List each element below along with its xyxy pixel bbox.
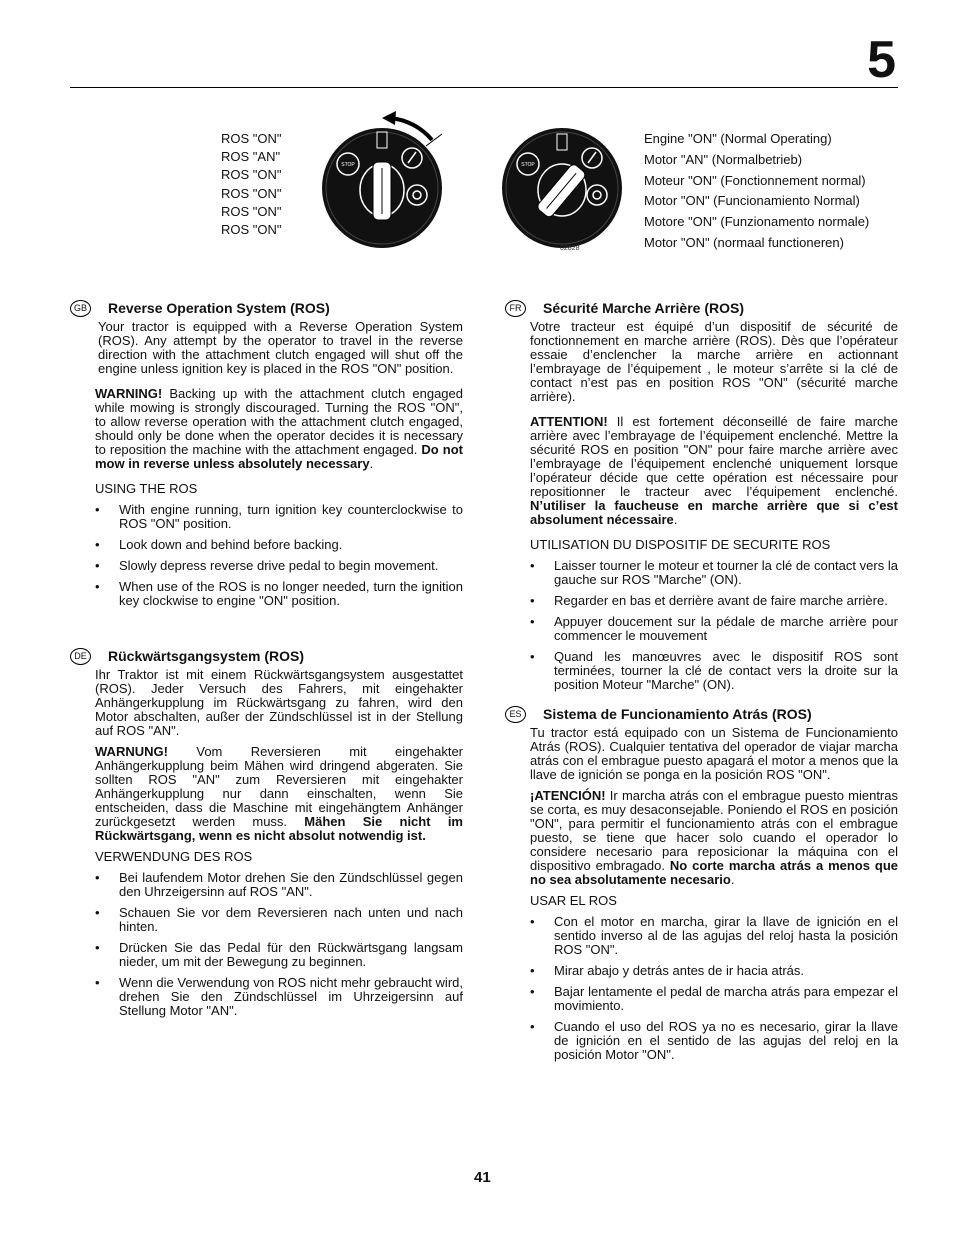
bullet-icon: • (95, 558, 100, 573)
warning-end: . (673, 512, 678, 527)
page-number: 41 (474, 1169, 491, 1186)
instruction-list (95, 503, 463, 608)
intro-paragraph: Tu tractor está equipado con un Sistema de Funcionamiento Atrás (ROS). Cualquier tentativa del operador de viajar marcha atrás con el embrague puesto apagará el motor a menos que la llave de ignición se ponga en la posición ROS "ON". (530, 725, 898, 782)
instruction-list (530, 559, 898, 692)
chapter-number: 5 (867, 31, 896, 89)
warning-label: WARNING! (95, 386, 163, 401)
section-de (70, 648, 463, 1025)
list-item: • Quand les manœuvres avec le dispositif ROS sont terminées, tourner la clé de contact vers la droite sur la position Moteur "Marche" (ON). (530, 649, 898, 692)
bullet-icon: • (530, 984, 535, 999)
list-item: • Con el motor en marcha, girar la llave de ignición en el sentido inverso al de las agujas del reloj hasta la posición ROS "ON". (530, 914, 898, 957)
using-label: VERWENDUNG DES ROS (95, 849, 253, 864)
bullet-icon: • (530, 914, 535, 929)
list-item: • Schauen Sie vor dem Reversieren nach unten und nach hinten. (95, 905, 463, 934)
warning-label: ATTENTION! (530, 414, 608, 429)
list-item: • Wenn die Verwendung von ROS nicht mehr gebraucht wird, drehen Sie den Zündschlüssel im Uhrzeigersinn auf Stellung Motor "AN". (95, 975, 463, 1018)
warning-emphasis: Do not mow in reverse unless absolutely necessary (95, 442, 463, 471)
engine-label: Engine "ON" (Normal Operating) (644, 131, 832, 146)
list-item: • Mirar abajo y detrás antes de ir hacia atrás. (530, 963, 805, 978)
ignition-dial-ros-position (320, 108, 450, 248)
warning-end: . (730, 872, 735, 887)
bullet-icon: • (95, 537, 100, 552)
intro-paragraph: Votre tracteur est équipé d’un dispositif de sécurité de fonctionnement en marche arrière (ROS). Dès que l’opérateur essaie d’enclencher la marche arrière en actionnant l’embrayage de l’équipement , le moteur s’arrête si la clé de contact n’est pas en position ROS "ON" (sécurité marche arrière). (530, 319, 898, 404)
list-item: • When use of the ROS is no longer needed, turn the ignition key clockwise to engine "ON" position. (95, 579, 463, 608)
ros-label: ROS "AN" (221, 149, 281, 165)
engine-label-list (644, 129, 869, 254)
ros-label-list (221, 130, 282, 239)
engine-label: Moteur "ON" (Fonctionnement normal) (644, 172, 866, 188)
using-label: UTILISATION DU DISPOSITIF DE SECURITE ROS (530, 537, 831, 552)
list-item: • Drücken Sie das Pedal für den Rückwärtsgang langsam nieder, um mit der Bewegung zu beginnen. (95, 940, 463, 969)
list-item: • Appuyer doucement sur la pédale de marche arrière pour commencer le mouvement (530, 614, 898, 643)
section-title: Reverse Operation System (ROS) (108, 300, 330, 316)
intro-paragraph: Ihr Traktor ist mit einem Rückwärtsgangsystem ausgestattet (ROS). Jeder Versuch des Fahrers, mit eingehakter Anhängerkupplung im Rückwärtsgang zu fahren, wird den Motor abschalten, außer der Zündschlüssel ist in der Stellung auf ROS "AN". (95, 667, 463, 738)
bullet-icon: • (95, 940, 100, 955)
section-title: Sécurité Marche Arrière (ROS) (543, 300, 744, 316)
using-label: USAR EL ROS (530, 893, 617, 908)
section-title: Rückwärtsgangsystem (ROS) (108, 648, 305, 664)
bullet-icon: • (95, 502, 100, 517)
warning-paragraph (530, 789, 898, 887)
warning-emphasis: Mähen Sie nicht im Rückwärtsgang, wenn es nicht absolut notwendig ist. (95, 814, 463, 843)
list-item: • Look down and behind before backing. (95, 537, 343, 552)
list-item: • Slowly depress reverse drive pedal to begin movement. (95, 558, 439, 573)
warning-emphasis: No corte marcha atrás a menos que no sea absolutamente necesario (530, 858, 898, 887)
language-badge: ES (505, 706, 526, 723)
engine-label: Motore "ON" (Funzionamento normale) (644, 214, 870, 230)
section-es (505, 706, 898, 1069)
bullet-icon: • (530, 558, 535, 573)
language-badge: DE (70, 648, 91, 665)
list-item: • Bajar lentamente el pedal de marcha atrás para empezar el movimiento. (530, 984, 898, 1013)
engine-label: Motor "ON" (normaal functioneren) (644, 234, 844, 250)
bullet-icon: • (530, 593, 535, 608)
warning-emphasis: N’utiliser la faucheuse en marche arrière que si c’est absolument nécessaire (530, 498, 898, 527)
language-badge: GB (70, 300, 91, 317)
stop-label: STOP (521, 162, 535, 168)
section-gb (70, 300, 463, 615)
section-title: Sistema de Funcionamiento Atrás (ROS) (543, 706, 812, 722)
list-item: • Cuando el uso del ROS ya no es necesario, girar la llave de ignición en el sentido de las agujas del reloj en la posición Motor "ON". (530, 1019, 898, 1062)
bullet-icon: • (530, 649, 535, 664)
using-label: USING THE ROS (95, 481, 198, 496)
stop-label: STOP (341, 162, 355, 168)
list-item: • Bei laufendem Motor drehen Sie den Zündschlüssel gegen den Uhrzeigersinn auf ROS "AN". (95, 870, 463, 899)
warning-end: . (369, 456, 374, 471)
bullet-icon: • (95, 579, 100, 594)
bullet-icon: • (530, 614, 535, 629)
ros-label: ROS "ON" (221, 185, 282, 201)
list-item: • Laisser tourner le moteur et tourner la clé de contact vers la gauche sur ROS "Marche" (ON). (530, 558, 898, 587)
bullet-icon: • (530, 1019, 535, 1034)
instruction-list (530, 915, 898, 1062)
engine-label: Motor "AN" (Normalbetrieb) (644, 151, 803, 167)
ignition-dial-engine-on (500, 126, 630, 256)
bullet-icon: • (95, 870, 100, 885)
bullet-icon: • (95, 905, 100, 920)
figure-code: 02828 (560, 245, 580, 252)
ros-label: ROS "ON" (221, 203, 282, 219)
list-item: • With engine running, turn ignition key counterclockwise to ROS "ON" position. (95, 502, 463, 531)
ros-label: ROS "ON" (221, 131, 282, 146)
warning-text: Il est fortement déconseillé de faire marche arrière avec l’embrayage de l’équipement enclenché. Mettre la sécurité ROS en position "ON" pour faire marche arrière avec l’embrayage de l’équipement enclenché uniquement lorsque l’opérateur décide que cette opération est nécessaire pour repositionner le tracteur avec l’équipement enclenché. (530, 414, 898, 499)
ros-label: ROS "ON" (221, 222, 282, 238)
ros-label: ROS "ON" (221, 167, 282, 183)
warning-label: WARNUNG! (95, 744, 168, 759)
warning-text: Ir marcha atrás con el embrague puesto mientras se corta, es muy desaconsejable. Poniendo el ROS en posición "ON", para permitir el funcionamiento atrás con el embrague puesto, se tiene que hacer solo cuando el operador lo considere necesario para reposicionar la máquina con el dispositivo embragado. (530, 788, 898, 873)
warning-paragraph (95, 745, 463, 843)
warning-text: Vom Reversieren mit eingehakter Anhängerkupplung beim Mähen wird dringend abgeraten. Sie sollten ROS "AN" zum Reversieren mit eingehakter Anhängerkupplung nur dann einschalten, wenn Sie entscheiden, dass die Maschine mit eingehängtem Anhänger zurückgesetzt werden muss. (95, 744, 463, 829)
warning-text: Backing up with the attachment clutch engaged while mowing is strongly discouraged. Turning the ROS "ON", to allow reverse operation with the attachment clutch engaged, should only be done when the operator decides it is necessary to reposition the machine with the attachment engaged. (95, 386, 463, 457)
warning-paragraph (530, 415, 898, 527)
instruction-list (95, 871, 463, 1018)
header-rule (70, 87, 898, 88)
language-badge: FR (505, 300, 526, 317)
warning-label: ¡ATENCIÓN! (530, 788, 606, 803)
warning-paragraph (95, 387, 463, 471)
list-item: • Regarder en bas et derrière avant de faire marche arrière. (530, 593, 888, 608)
engine-label: Motor "ON" (Funcionamiento Normal) (644, 193, 860, 209)
section-fr (505, 300, 898, 699)
bullet-icon: • (530, 963, 535, 978)
bullet-icon: • (95, 975, 100, 990)
intro-paragraph: Your tractor is equipped with a Reverse Operation System (ROS). Any attempt by the operator to travel in the reverse direction with the attachment clutch engaged will shut off the engine unless ignition key is placed in the ROS "ON" position. (98, 319, 463, 376)
